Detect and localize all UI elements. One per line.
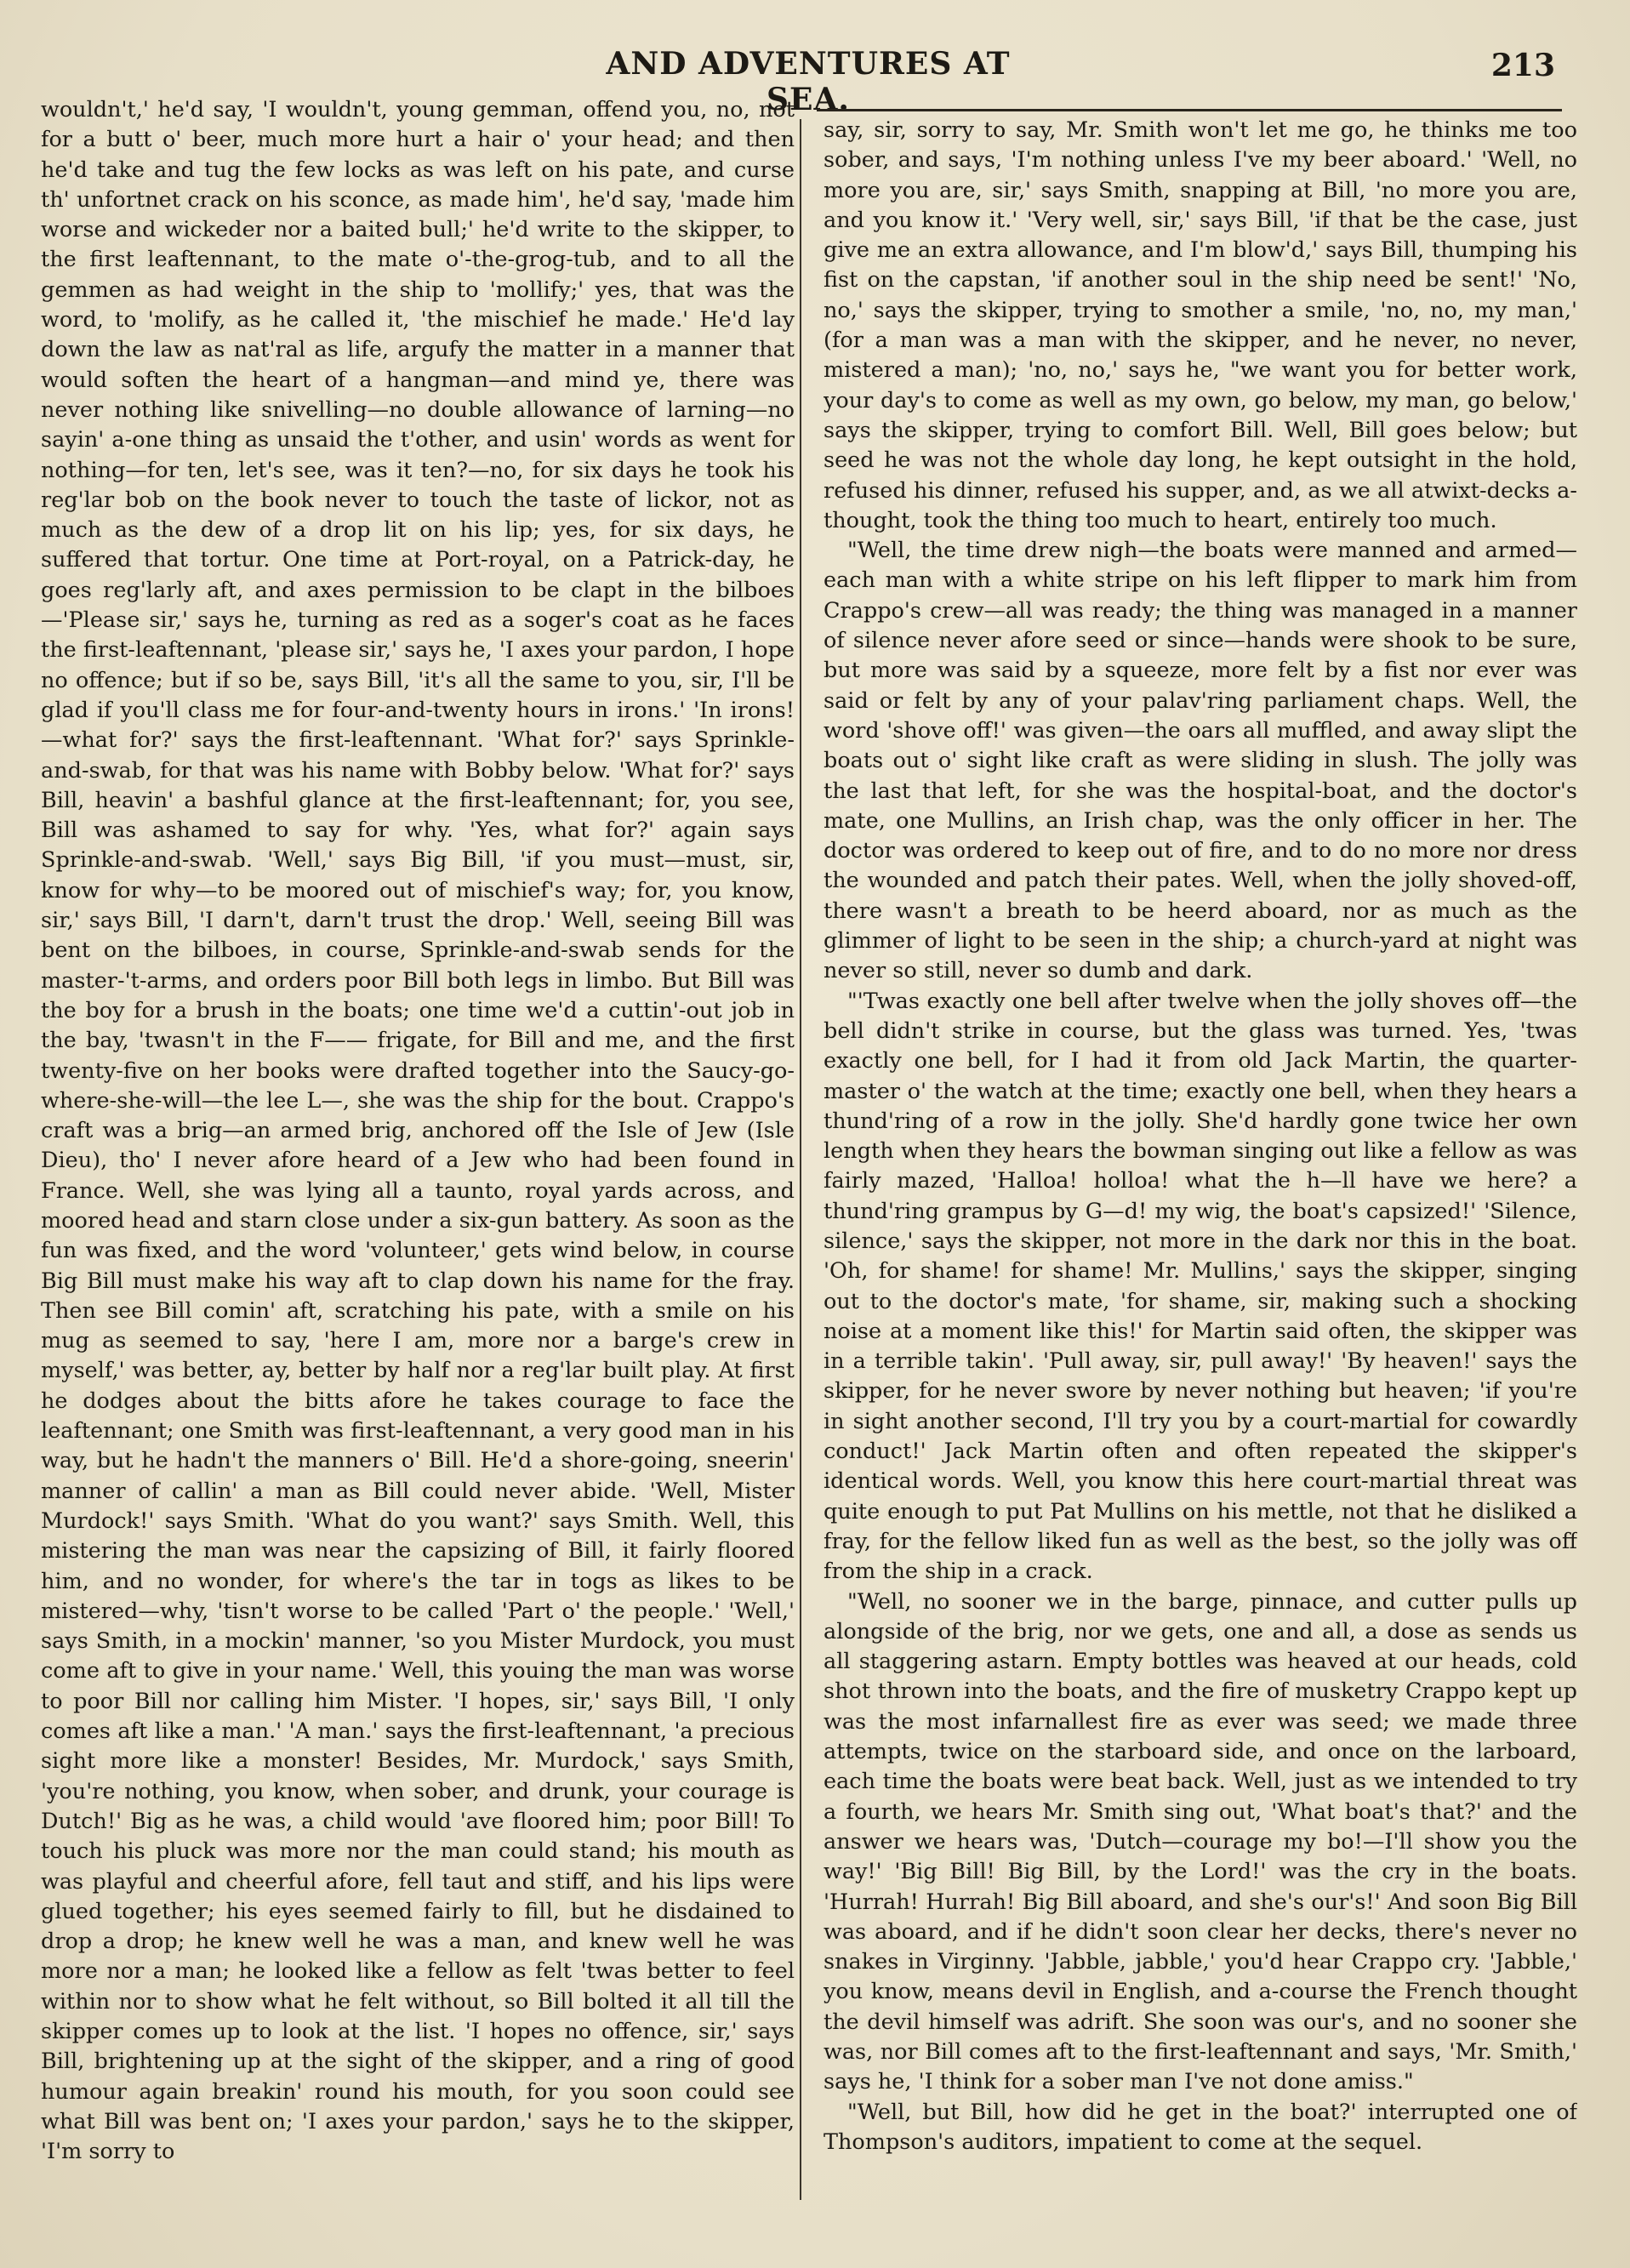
header-rule	[817, 109, 1562, 111]
right-column	[824, 116, 1577, 2208]
right-paragraph-3: "'Twas exactly one bell after twelve when the jolly shoves off—the bell didn't strike in course, but the glass was turned. Yes, 'twas exactly one bell, for I had it from old Jack Martin, the quarter-master o' the watch at the time; exactly one bell, when they hears a thund'ring of a row in the jolly. She'd hardly gone twice her own length when they hears the bowman singing out like a fellow as was fairly mazed, 'Halloa! holloa! what the h—ll have we here? a thund'ring grampus by G—d! my wig, the boat's capsized!' 'Silence, silence,' says the skipper, not more in the dark nor this in the boat. 'Oh, for shame! for shame! Mr. Mullins,' says the skipper, singing out to the doctor's mate, 'for shame, sir, making such a shocking noise at a moment like this!' for Martin said often, the skipper was in a terrible takin'. 'Pull away, sir, pull away!' 'By heaven!' says the skipper, for he never swore by never nothing but heaven; 'if you're in sight another second, I'll try you by a court-martial for cowardly conduct!' Jack Martin often and often repeated the skipper's identical words. Well, you know this here court-martial threat was quite enough to put Pat Mullins on his mettle, not that he disliked a fray, for the fellow liked fun as well as the best, so the jolly was off from the ship in a crack.	[824, 988, 1577, 1585]
right-paragraph-2: "Well, the time drew nigh—the boats were manned and armed—each man with a white stripe on his left flipper to mark him from Crappo's crew—all was ready; the thing was managed in a manner of silence never afore seed or since—hands were shook to be sure, but more was said by a squeeze, more felt by a fist nor ever was said or felt by any of your palav'ring parliament chaps. Well, the word 'shove off!' was given—the oars all muffled, and away slipt the boats out o' sight like craft as were sliding in slush. The jolly was the last that left, for she was the hospital-boat, and the doctor's mate, one Mullins, an Irish chap, was the only officer in her. The doctor was ordered to keep out of fire, and to do no more nor dress the wounded and patch their pates. Well, when the jolly shoved-off, there wasn't a breath to be heerd aboard, nor as much as the glimmer of light to be seen in the ship; a church-yard at night was never so still, never so dumb and dark.	[824, 538, 1577, 984]
page-number: 213	[1490, 48, 1555, 83]
running-title: AND ADVENTURES AT SEA.	[606, 46, 1011, 117]
page-header	[587, 39, 1562, 117]
right-paragraph-4: "Well, no sooner we in the barge, pinnace, and cutter pulls up alongside of the brig, nor we gets, one and all, a dose as sends us all staggering astarn. Empty bottles was heaved at our heads, cold shot thrown into the boats, and the fire of musketry Crappo kept up was the most infarnallest fire as ever was seed; we made three attempts, twice on the starboard side, and once on the larboard, each time the boats were beat back. Well, just as we intended to try a fourth, we hears Mr. Smith sing out, 'What boat's that?' and the answer we hears was, 'Dutch—courage my bo!—I'll show you the way!' 'Big Bill! Big Bill, by the Lord!' was the cry in the boats. 'Hurrah! Hurrah! Big Bill aboard, and she's our's!' And soon Big Bill was aboard, and if he didn't soon clear her decks, there's never no snakes in Virginny. 'Jabble, jabble,' you'd hear Crappo cry. 'Jabble,' you know, means devil in English, and a-course the French thought the devil himself was adrift. She soon was our's, and no sooner she was, nor Bill comes aft to the first-leaftennant and says, 'Mr. Smith,' says he, 'I think for a sober man I've not done amiss."	[824, 1588, 1577, 2095]
right-paragraph-5: "Well, but Bill, how did he get in the boat?' interrupted one of Thompson's auditors, impatient to come at the sequel.	[824, 2099, 1577, 2155]
column-divider	[800, 119, 801, 2200]
left-column	[41, 95, 795, 2214]
left-paragraph-1: wouldn't,' he'd say, 'I wouldn't, young gemman, offend you, no, not for a butt o' beer, much more hurt a hair o' your head; and then he'd take and tug the few locks as was left on his pate, and curse th' unfortnet crack on his sconce, as made him', he'd say, 'made him worse and wickeder nor a baited bull;' he'd write to the skipper, to the first leaftennant, to the mate o'-the-grog-tub, and to all the gemmen as had weight in the ship to 'mollify;' yes, that was the word, to 'molify, as he called it, 'the mischief he made.' He'd lay down the law as nat'ral as life, argufy the matter in a manner that would soften the heart of a hangman—and mind ye, there was never nothing like snivelling—no double allowance of larning—no sayin' a-one thing as unsaid the t'other, and usin' words as went for nothing—for ten, let's see, was it ten?—no, for six days he took his reg'lar bob on the book never to touch the taste of lickor, not as much as the dew of a drop lit on his lip; yes, for six days, he suffered that tortur. One time at Port-royal, on a Patrick-day, he goes reg'larly aft, and axes permission to be clapt in the bilboes—'Please sir,' says he, turning as red as a soger's coat as he faces the first-leaftennant, 'please sir,' says he, 'I axes your pardon, I hope no offence; but if so be, says Bill, 'it's all the same to you, sir, I'll be glad if you'll class me for four-and-twenty hours in irons.' 'In irons!—what for?' says the first-leaftennant. 'What for?' says Sprinkle-and-swab, for that was his name with Bobby below. 'What for?' says Bill, heavin' a bashful glance at the first-leaftennant; for, you see, Bill was ashamed to say for why. 'Yes, what for?' again says Sprinkle-and-swab. 'Well,' says Big Bill, 'if you must—must, sir, know for why—to be moored out of mischief's way; for, you know, sir,' says Bill, 'I darn't, darn't trust the drop.' Well, seeing Bill was bent on the bilboes, in course, Sprinkle-and-swab sends for the master-'t-arms, and orders poor Bill both legs in limbo. But Bill was the boy for a brush in the boats; one time we'd a cuttin'-out job in the bay, 'twasn't in the F—— frigate, for Bill and me, and the first twenty-five on her books were drafted together into the Saucy-go-where-she-will—the lee L—, she was the ship for the bout. Crappo's craft was a brig—an armed brig, anchored off the Isle of Jew (Isle Dieu), tho' I never afore heard of a Jew who had been found in France. Well, she was lying all a taunto, royal yards across, and moored head and starn close under a six-gun battery. As soon as the fun was fixed, and the word 'volunteer,' gets wind below, in course Big Bill must make his way aft to clap down his name for the fray. Then see Bill comin' aft, scratching his pate, with a smile on his mug as seemed to say, 'here I am, more nor a barge's crew in myself,' was better, ay, better by half nor a reg'lar built play. At first he dodges about the bitts afore he takes courage to face the leaftennant; one Smith was first-leaftennant, a very good man in his way, but he hadn't the manners o' Bill. He'd a shore-going, sneerin' manner of callin' a man as Bill could never abide. 'Well, Mister Murdock!' says Smith. 'What do you want?' says Smith. Well, this mistering the man was near the capsizing of Bill, it fairly floored him, and no wonder, for where's the tar in togs as likes to be mistered—why, 'tisn't worse to be called 'Part o' the people.' 'Well,' says Smith, in a mockin' manner, 'so you Mister Murdock, you must come aft to give in your name.' Well, this youing the man was worse to poor Bill nor calling him Mister. 'I hopes, sir,' says Bill, 'I only comes aft like a man.' 'A man.' says the first-leaftennant, 'a precious sight more like a monster! Besides, Mr. Murdock,' says Smith, 'you're nothing, you know, when sober, and drunk, your courage is Dutch!' Big as he was, a child would 'ave floored him; poor Bill! To touch his pluck was more nor the man could stand; his mouth as was playful and cheerful afore, fell taut and stiff, and his lips were glued together; his eyes seemed fairly to fill, but he disdained to drop a drop; he knew well he was a man, and knew well he was more nor a man; he looked like a fellow as felt 'twas better to feel within nor to show what he felt without, so Bill bolted it all till the skipper comes up to look at the list. 'I hopes no offence, sir,' says Bill, brightening up at the sight of the skipper, and a ring of good humour again breakin' round his mouth, for you soon could see what Bill was bent on; 'I axes your pardon,' says he to the skipper, 'I'm sorry to	[41, 97, 795, 2165]
right-paragraph-1: say, sir, sorry to say, Mr. Smith won't let me go, he thinks me too sober, and says, 'I'm nothing unless I've my beer aboard.' 'Well, no more you are, sir,' says Smith, snapping at Bill, 'no more you are, and you know it.' 'Very well, sir,' says Bill, 'if that be the case, just give me an extra allowance, and I'm blow'd,' says Bill, thumping his fist on the capstan, 'if another soul in the ship need be sent!' 'No, no,' says the skipper, trying to smother a smile, 'no, no, my man,' (for a man was a man with the skipper, and he never, no never, mistered a man); 'no, no,' says he, "we want you for better work, your day's to come as well as my own, go below, my man, go below,' says the skipper, trying to comfort Bill. Well, Bill goes below; but seed he was not the whole day long, he kept outsight in the hold, refused his dinner, refused his supper, and, as we all atwixt-decks a-thought, took the thing too much to heart, entirely too much.	[824, 117, 1577, 533]
